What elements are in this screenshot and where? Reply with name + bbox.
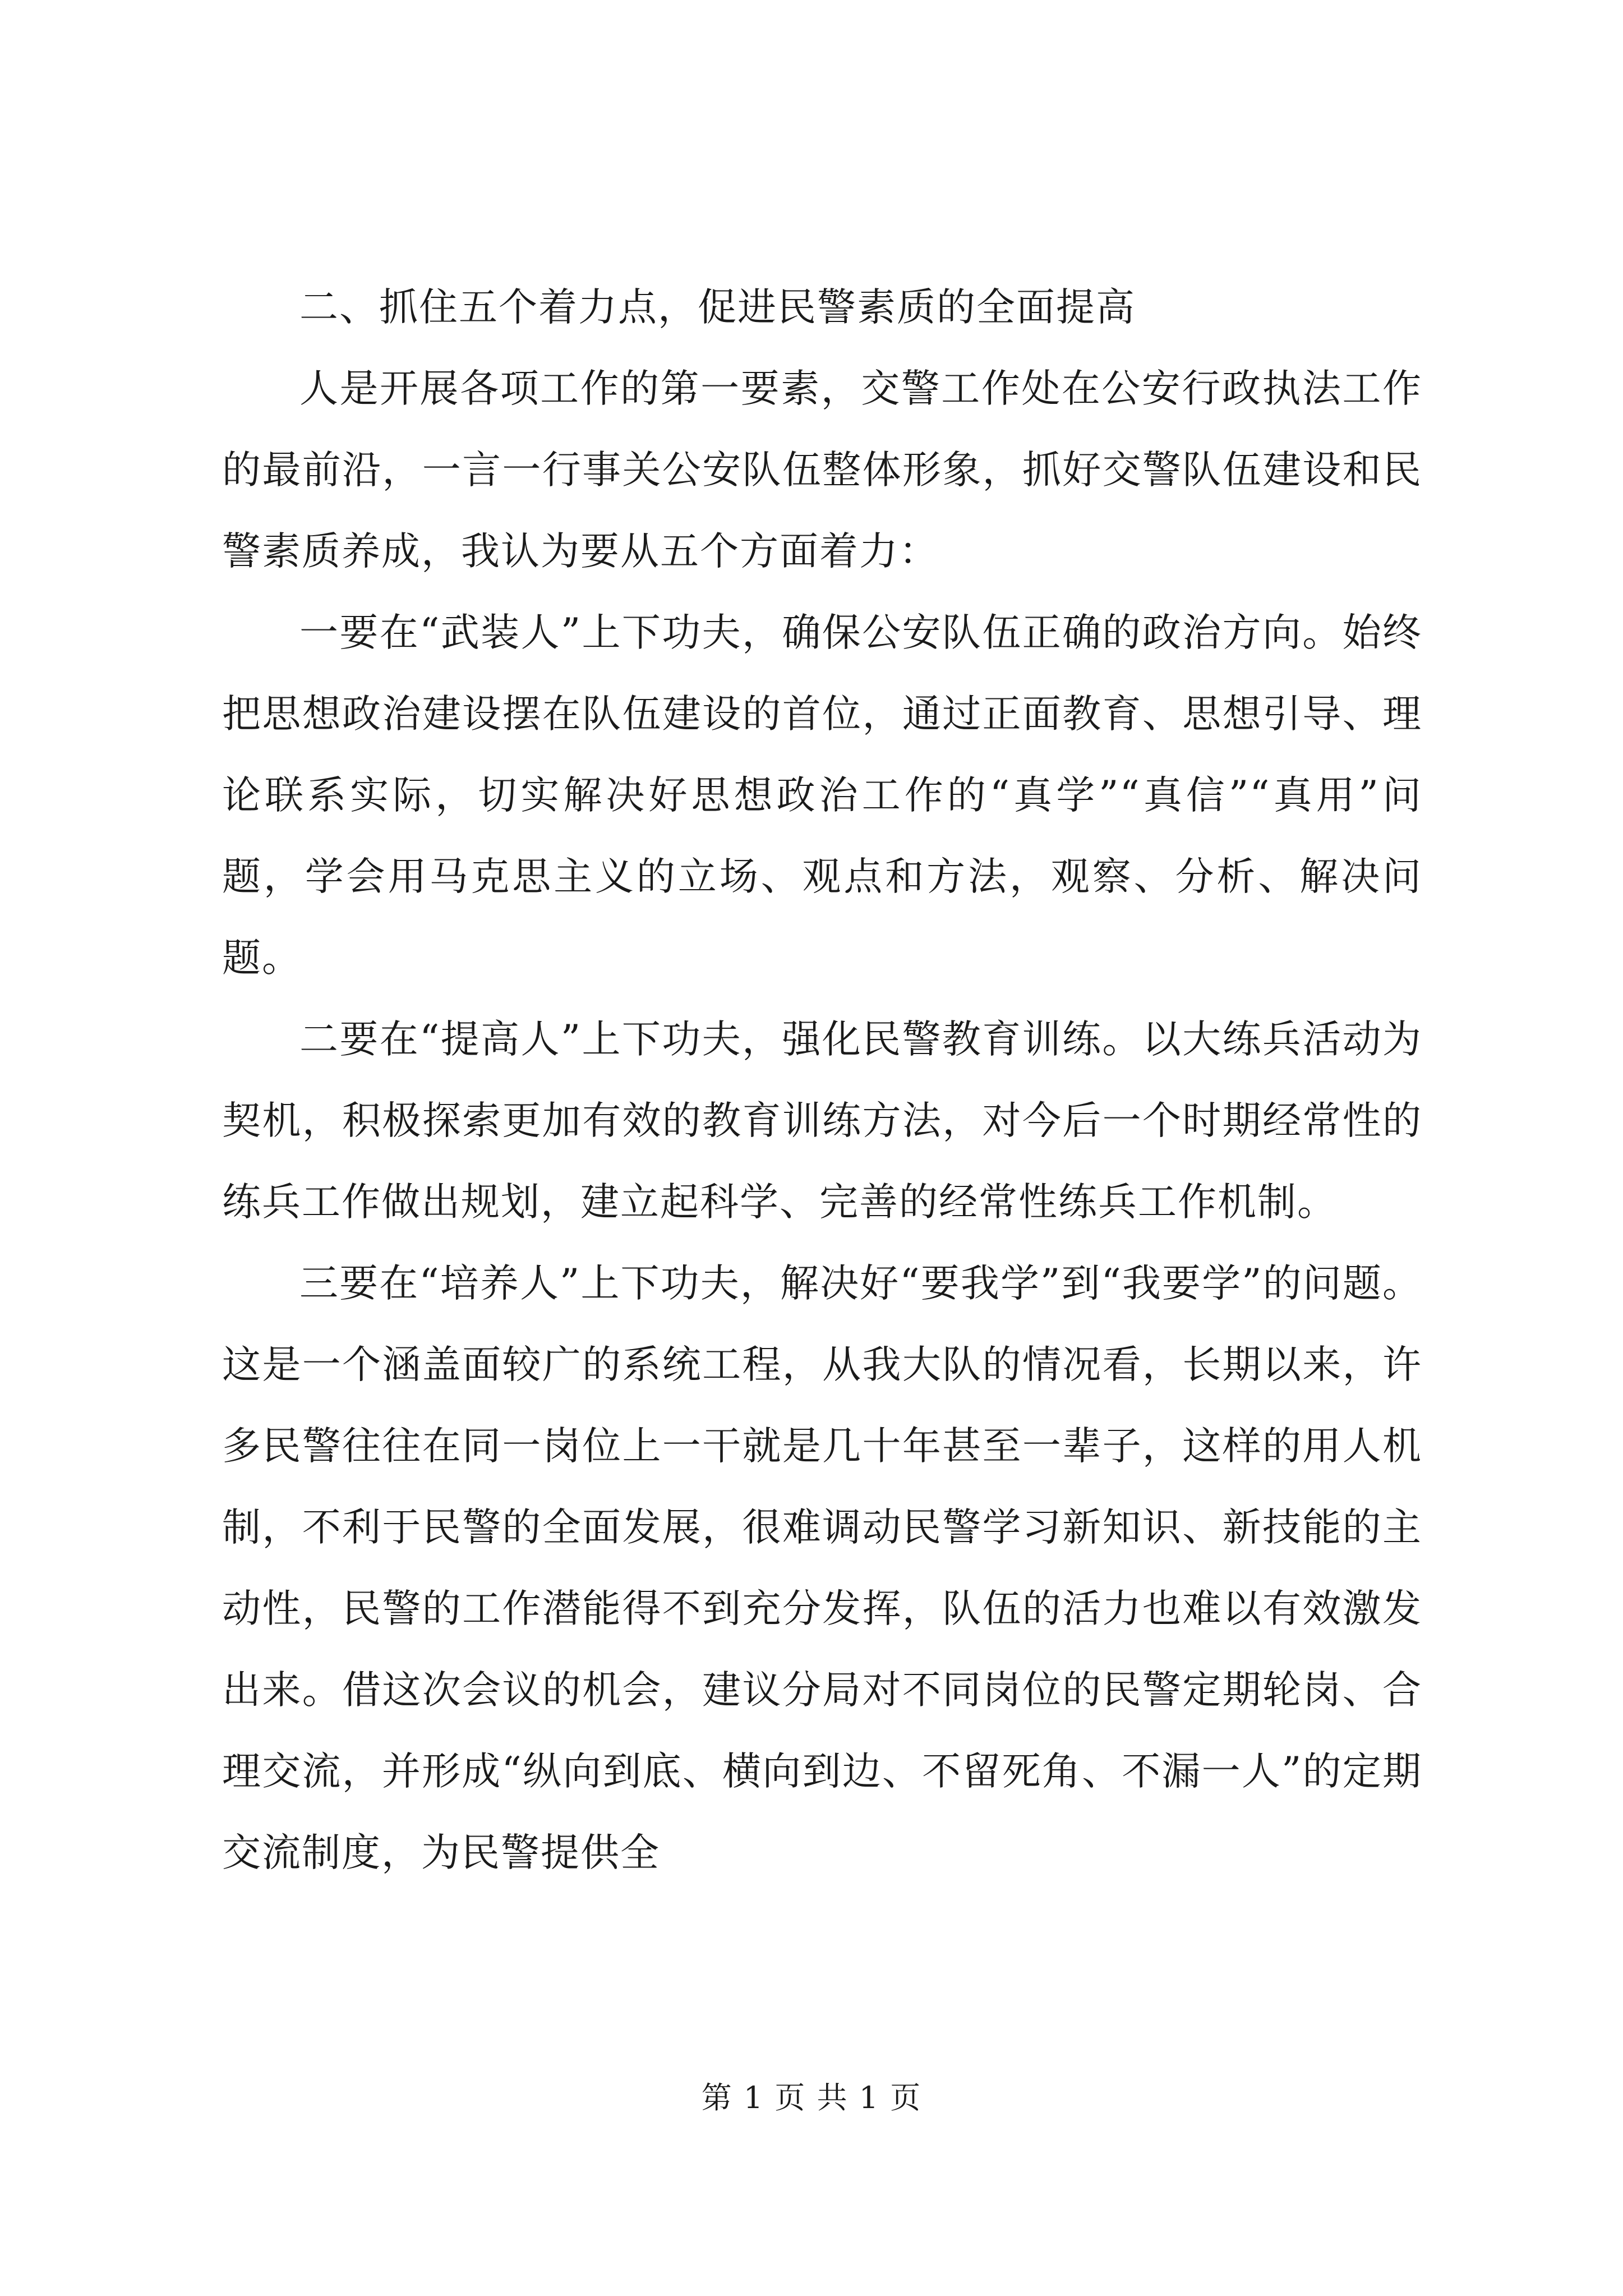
paragraph-intro: 人是开展各项工作的第一要素，交警工作处在公安行政执法工作的最前沿，一言一行事关公安队伍整体形象，抓好交警队伍建设和民警素质养成，我认为要从五个方面着力： — [222, 366, 1422, 574]
paragraph-point-three: 三要在“培养人”上下功夫，解决好“要我学”到“我要学”的问题。这是一个涵盖面较广的系统工程，从我大队的情况看，长期以来，许多民警往往在同一岗位上一干就是几十年甚至一辈子，这样的用人机制，不利于民警的全面发展，很难调动民警学习新知识、新技能的主动性，民警的工作潜能得不到充分发挥，队伍的活力也难以有效激发出来。借这次会议的机会，建议分局对不同岗位的民警定期轮岗、合理交流，并形成“纵向到底、横向到边、不留死角、不漏一人”的定期交流制度，为民警提供全 — [222, 1261, 1422, 1875]
document-body — [222, 267, 1422, 1894]
paragraph-point-one: 一要在“武装人”上下功夫，确保公安队伍正确的政治方向。始终把思想政治建设摆在队伍建设的首位，通过正面教育、思想引导、理论联系实际，切实解决好思想政治工作的“真学”“真信”“真用”问题，学会用马克思主义的立场、观点和方法，观察、分析、解决问题。 — [222, 610, 1422, 981]
page-number-footer: 第 1 页 共 1 页 — [701, 2080, 922, 2115]
section-heading: 二、抓住五个着力点，促进民警素质的全面提高 — [299, 285, 1136, 330]
paragraph-point-two: 二要在“提高人”上下功夫，强化民警教育训练。以大练兵活动为契机，积极探索更加有效的教育训练方法，对今后一个时期经常性的练兵工作做出规划，建立起科学、完善的经常性练兵工作机制。 — [222, 1017, 1422, 1225]
